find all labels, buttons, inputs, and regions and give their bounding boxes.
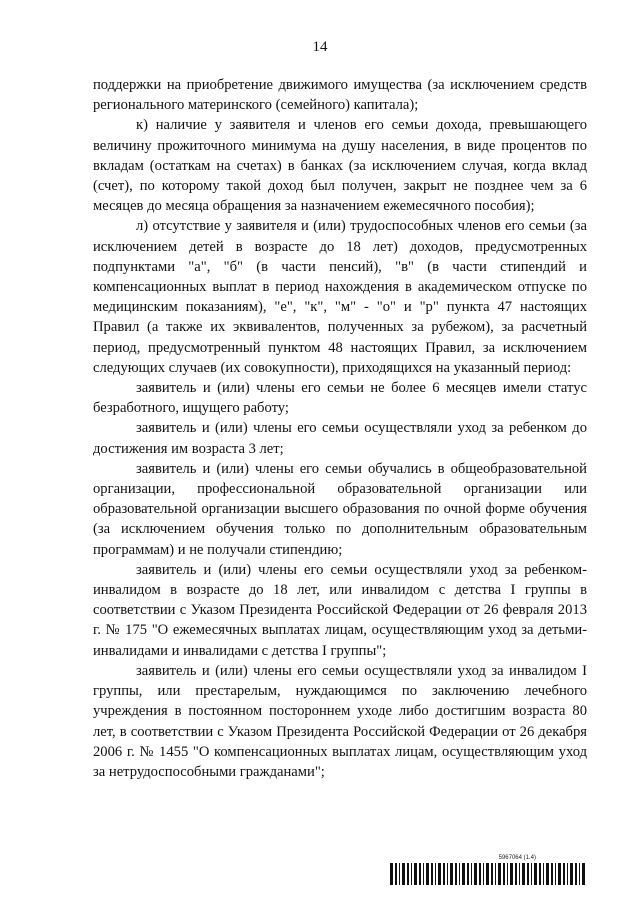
paragraph-item-l: л) отсутствие у заявителя и (или) трудоспособных членов его семьи (за исключением детей в возрасте до 18 лет) доходов, предусмотренных подпунктами "а", "б" (в части пенсий), "в" (в части стипендий и компенсационных выплат в период нахождения в академическом отпуске по медицинским показаниям), "е", "к", "м" - "о" и "р" пункта 47 настоящих Правил (а также их эквивалентов, полученных за рубежом), за расчетный период, предусмотренный пунктом 48 настоящих Правил, за исключением следующих случаев (их совокупности), приходящихся на указанный период: — [93, 218, 587, 376]
barcode-block — [390, 855, 588, 885]
page-number: 14 — [312, 39, 328, 55]
paragraph-continuation: поддержки на приобретение движимого имущества (за исключением средств регионального материнского (семейного) капитала); — [93, 77, 587, 114]
document-body — [93, 75, 587, 782]
barcode-icon — [390, 863, 588, 885]
paragraph-exception-education: заявитель и (или) члены его семьи обучались в общеобразовательной организации, профессиональной образовательной организации или образовательной организации высшего образования по очной форме обучения (за исключением обучения только по дополнительным образовательным программам) и не получали стипендию; — [93, 460, 587, 558]
paragraph-exception-childcare: заявитель и (или) члены его семьи осуществляли уход за ребенком до достижения им возраста 3 лет; — [93, 420, 587, 457]
barcode-number: 5967064 (1.4) — [498, 855, 536, 861]
paragraph-item-k: к) наличие у заявителя и членов его семьи дохода, превышающего величину прожиточного минимума на душу населения, в виде процентов по вкладам (остаткам на счетах) в банках (за исключением случая, когда вклад (счет), по которому такой доход был получен, закрыт не позднее чем за 6 месяцев до месяца обращения за назначением ежемесячного пособия); — [93, 117, 587, 215]
paragraph-exception-elderly-care: заявитель и (или) члены его семьи осуществляли уход за инвалидом I группы, или престарелым, нуждающимся по заключению лечебного учреждения в постоянном постороннем уходе либо достигшим возраста 80 лет, в соответствии с Указом Президента Российской Федерации от 26 декабря 2006 г. № 1455 "О компенсационных выплатах лицам, осуществляющим уход за нетрудоспособными гражданами"; — [93, 662, 587, 780]
paragraph-exception-disabled-child-care: заявитель и (или) члены его семьи осуществляли уход за ребенком-инвалидом в возрасте до 18 лет, или инвалидом с детства I группы в соответствии с Указом Президента Российской Федерации от 26 февраля 2013 г. № 175 "О ежемесячных выплатах лицам, осуществляющим уход за детьми-инвалидами и инвалидами с детства I группы"; — [93, 561, 587, 659]
paragraph-exception-unemployed: заявитель и (или) члены его семьи не более 6 месяцев имели статус безработного, ищущего работу; — [93, 380, 587, 417]
